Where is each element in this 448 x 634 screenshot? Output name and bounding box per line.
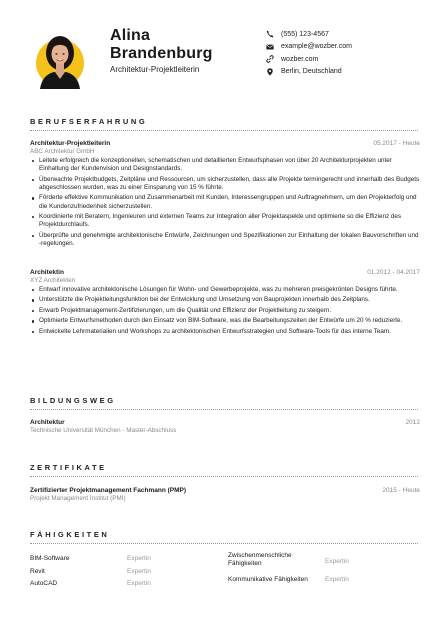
- job-entry: [30, 139, 420, 250]
- job-date: 01.2012 - 04.2017: [367, 269, 420, 276]
- skill-name: Revit: [30, 568, 45, 575]
- contact-website-text: wozber.com: [281, 55, 319, 63]
- skill-name: BIM-Software: [30, 555, 70, 562]
- job-company: XYZ Architekten: [30, 277, 76, 284]
- skill-level: Expertin: [127, 580, 151, 587]
- skill-level: Expertin: [127, 568, 151, 575]
- bullet-item: Entwarf innovative architektonische Lösungen für Wohn- und Gewerbeprojekte, was zu mehreren preisgekrönten Designs führte.: [30, 286, 420, 294]
- skill-level: Expertin: [127, 555, 151, 562]
- location-pin-icon: [266, 68, 274, 76]
- job-bullets: [30, 286, 420, 336]
- bullet-item: Entwickelte Lehrmaterialien und Workshops zu architektonischen Entwurfsstrategien und Software-Tools für das interne Team.: [30, 328, 420, 336]
- candidate-last-name: Brandenburg: [110, 45, 213, 62]
- section-title-education: BILDUNGSWEG: [30, 396, 116, 405]
- email-icon: [266, 43, 274, 51]
- section-title-experience: BERUFSERFAHRUNG: [30, 117, 148, 126]
- skill-level: Expertin: [325, 576, 349, 583]
- bullet-item: Erwarb Projektmanagement-Zertifizierungen, um die Qualität und Effizienz der Projektleitung zu steigern.: [30, 307, 420, 315]
- section-divider: [30, 409, 418, 410]
- contact-location: [266, 66, 352, 79]
- bullet-item: Überprüfte und genehmigte architektonische Entwürfe, Zeichnungen und Spezifikationen zur Einhaltung der lokalen Bauvorschriften und -regelungen.: [30, 232, 420, 249]
- education-entry: [30, 418, 420, 435]
- contact-phone-text: (555) 123-4567: [281, 30, 329, 38]
- job-title: Architektur-Projektleiterin: [30, 140, 111, 147]
- link-icon: [266, 55, 274, 63]
- contact-email[interactable]: [266, 41, 352, 54]
- certificate-date: 2015 - Heute: [382, 487, 420, 494]
- education-date: 2012: [405, 419, 420, 426]
- section-title-skills: FÄHIGKEITEN: [30, 530, 110, 539]
- certificate-entry: [30, 486, 420, 503]
- candidate-role: Architektur-Projektleiterin: [110, 65, 200, 74]
- contact-email-text: example@wozber.com: [281, 43, 352, 51]
- phone-icon: [266, 30, 274, 38]
- profile-photo: [36, 27, 84, 89]
- skill-name-line: Zwischenmenschliche: [228, 552, 292, 559]
- job-date: 05.2017 - Heute: [373, 140, 420, 147]
- job-title: Architektin: [30, 269, 64, 276]
- bullet-item: Überwachte Projektbudgets, Zeitpläne und Ressourcen, um sicherzustellen, dass alle Projekte termingerecht und innerhalb des Budgets abgeschlossen wurden, was zu einer Einsparung von 15 % führte.: [30, 176, 420, 193]
- section-divider: [30, 543, 418, 544]
- education-degree: Architektur: [30, 419, 65, 426]
- skill-name: AutoCAD: [30, 580, 58, 587]
- contact-location-text: Berlin, Deutschland: [281, 68, 342, 76]
- certificate-issuer: Projekt Management Institut (PMI): [30, 495, 126, 502]
- candidate-first-name: Alina: [110, 27, 151, 44]
- job-entry: [30, 268, 420, 338]
- section-divider: [30, 130, 418, 131]
- job-company: ABC Architektur GmbH: [30, 148, 95, 155]
- bullet-item: Unterstützte die Projektleitungsfunktion bei der Entwicklung und Umsetzung von Bauprojekten innerhalb des Zeitplans.: [30, 296, 420, 304]
- education-school: Technische Universität München - Master-Abschluss: [30, 427, 177, 434]
- skill-level: Expertin: [325, 558, 349, 565]
- candidate-name: [110, 27, 213, 63]
- bullet-item: Förderte effektive Kommunikation und Zusammenarbeit mit Kunden, Interessengruppen und Auftragnehmern, um den Projekterfolg und die Kundenzufriedenheit sicherzustellen.: [30, 194, 420, 211]
- job-bullets: [30, 157, 420, 248]
- section-title-certificates: ZERTIFIKATE: [30, 463, 107, 472]
- skill-name: [228, 552, 292, 568]
- skill-name: Kommunikative Fähigkeiten: [228, 576, 308, 583]
- bullet-item: Koordinierte mit Beratern, Ingenieuren und externen Teams zur Integration aller Projektaspekte und optimierte so die Effizienz des Projektdurchlaufs.: [30, 213, 420, 230]
- bullet-item: Leitete erfolgreich die konzeptionellen, schematischen und detaillierten Entwurfsphasen von über 20 Architekturprojekten unter Einhaltung der Kundenvision und Designstandards.: [30, 157, 420, 174]
- section-divider: [30, 476, 418, 477]
- certificate-title: Zertifizierter Projektmanagement Fachmann (PMP): [30, 487, 187, 494]
- contact-phone[interactable]: [266, 28, 352, 41]
- contact-website[interactable]: [266, 53, 352, 66]
- bullet-item: Optimierte Entwurfsmethoden durch den Einsatz von BIM-Software, was die Bearbeitungszeiten der Entwürfe um 20 % reduzierte.: [30, 317, 420, 325]
- contact-list: [266, 28, 352, 78]
- skill-name-line: Fähigkeiten: [228, 560, 262, 567]
